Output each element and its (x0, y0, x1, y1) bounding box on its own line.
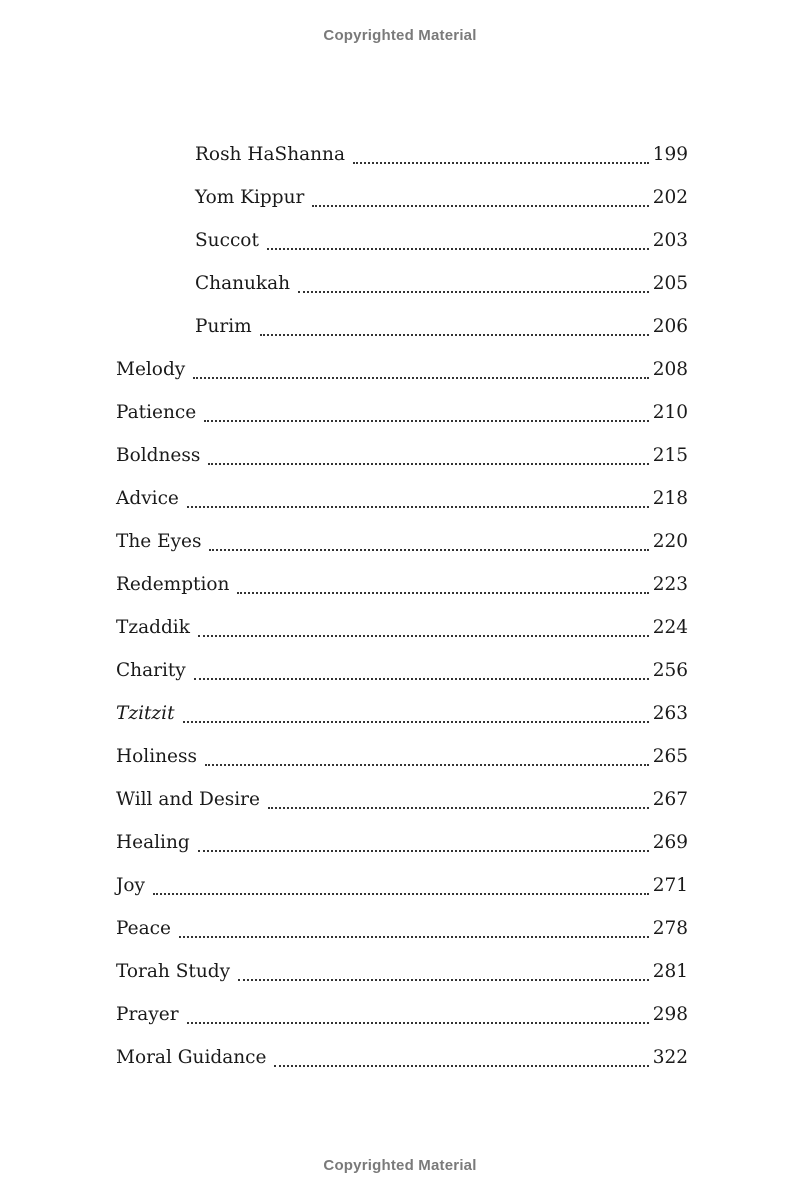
toc-dot-leader (267, 247, 649, 250)
toc-entry-page-number: 269 (652, 832, 688, 854)
toc-entry (116, 435, 688, 478)
toc-dot-leader (268, 806, 649, 809)
toc-entry-title: Charity (116, 660, 186, 682)
toc-entry (195, 134, 688, 177)
toc-entry-title: Holiness (116, 746, 197, 768)
toc-entry-page-number: 208 (652, 359, 688, 381)
toc-entry (116, 822, 688, 865)
toc-dot-leader (208, 462, 648, 465)
toc-entry (195, 306, 688, 349)
toc-entry-page-number: 278 (652, 918, 688, 940)
toc-dot-leader (260, 333, 649, 336)
toc-dot-leader (187, 1021, 649, 1024)
toc-dot-leader (204, 419, 649, 422)
toc-entry (116, 478, 688, 521)
toc-dot-leader (187, 505, 649, 508)
toc-entry-title: Joy (116, 875, 146, 897)
toc-dot-leader (179, 935, 649, 938)
toc-entry-page-number: 223 (652, 574, 688, 596)
toc-entry (116, 650, 688, 693)
toc-entry (116, 951, 688, 994)
toc-entry-page-number: 271 (652, 875, 688, 897)
toc-entry-page-number: 224 (652, 617, 688, 639)
toc-dot-leader (353, 161, 649, 164)
toc-entry-title: Tzitzit (116, 703, 175, 725)
toc-entry (116, 693, 688, 736)
toc-entry-title: Melody (116, 359, 186, 381)
toc-dot-leader (238, 978, 649, 981)
toc-entry-title: Rosh HaShanna (195, 144, 345, 166)
toc-entry-title: Succot (195, 230, 259, 252)
toc-entry (116, 779, 688, 822)
toc-entry-page-number: 322 (652, 1047, 688, 1069)
toc-entry (116, 865, 688, 908)
toc-entry-page-number: 205 (652, 273, 688, 295)
toc-entry (116, 349, 688, 392)
toc-entry (116, 736, 688, 779)
toc-entry-title: Purim (195, 316, 252, 338)
toc-entry-page-number: 210 (652, 402, 688, 424)
toc-entry-title: Tzaddik (116, 617, 190, 639)
toc-entry-title: Patience (116, 402, 197, 424)
toc-entry-title: Redemption (116, 574, 230, 596)
toc-dot-leader (153, 892, 649, 895)
toc-dot-leader (209, 548, 648, 551)
toc-dot-leader (274, 1064, 648, 1067)
toc-entry-title: Torah Study (116, 961, 231, 983)
toc-entry-page-number: 218 (652, 488, 688, 510)
toc-entry (195, 220, 688, 263)
toc-dot-leader (194, 677, 649, 680)
toc-entry (195, 263, 688, 306)
toc-entry-title: Will and Desire (116, 789, 260, 811)
toc-dot-leader (198, 849, 649, 852)
toc-entry-page-number: 202 (652, 187, 688, 209)
toc-entry-title: The Eyes (116, 531, 202, 553)
toc-entry-title: Boldness (116, 445, 201, 467)
toc-entry-page-number: 203 (652, 230, 688, 252)
toc-entry (116, 1037, 688, 1080)
toc-dot-leader (237, 591, 648, 594)
toc-entry (116, 908, 688, 951)
toc-entry (116, 994, 688, 1037)
toc-entry-page-number: 256 (652, 660, 688, 682)
toc-entry (116, 392, 688, 435)
toc-entry-title: Advice (116, 488, 179, 510)
toc-entry-page-number: 206 (652, 316, 688, 338)
toc-entry-page-number: 265 (652, 746, 688, 768)
toc-entry-page-number: 220 (652, 531, 688, 553)
toc-entry-page-number: 281 (652, 961, 688, 983)
toc-entry-title: Prayer (116, 1004, 179, 1026)
toc-entry-title: Chanukah (195, 273, 291, 295)
toc-entry-title: Yom Kippur (195, 187, 305, 209)
toc-entry-title: Healing (116, 832, 190, 854)
copyright-watermark-bottom: Copyrighted Material (323, 1157, 477, 1174)
toc-entry (116, 607, 688, 650)
toc-entry (116, 521, 688, 564)
toc-entry-page-number: 215 (652, 445, 688, 467)
toc-entry (195, 177, 688, 220)
toc-dot-leader (298, 290, 649, 293)
toc-entry-page-number: 263 (652, 703, 688, 725)
toc-entry-title: Moral Guidance (116, 1047, 267, 1069)
toc-dot-leader (198, 634, 649, 637)
toc-entry (116, 564, 688, 607)
toc-entry-page-number: 267 (652, 789, 688, 811)
toc-dot-leader (312, 204, 648, 207)
copyright-watermark-top: Copyrighted Material (323, 27, 477, 44)
toc-dot-leader (193, 376, 648, 379)
toc-entry-page-number: 298 (652, 1004, 688, 1026)
toc-dot-leader (183, 720, 649, 723)
toc-entry-title: Peace (116, 918, 171, 940)
toc-dot-leader (205, 763, 649, 766)
toc-entry-page-number: 199 (652, 144, 688, 166)
